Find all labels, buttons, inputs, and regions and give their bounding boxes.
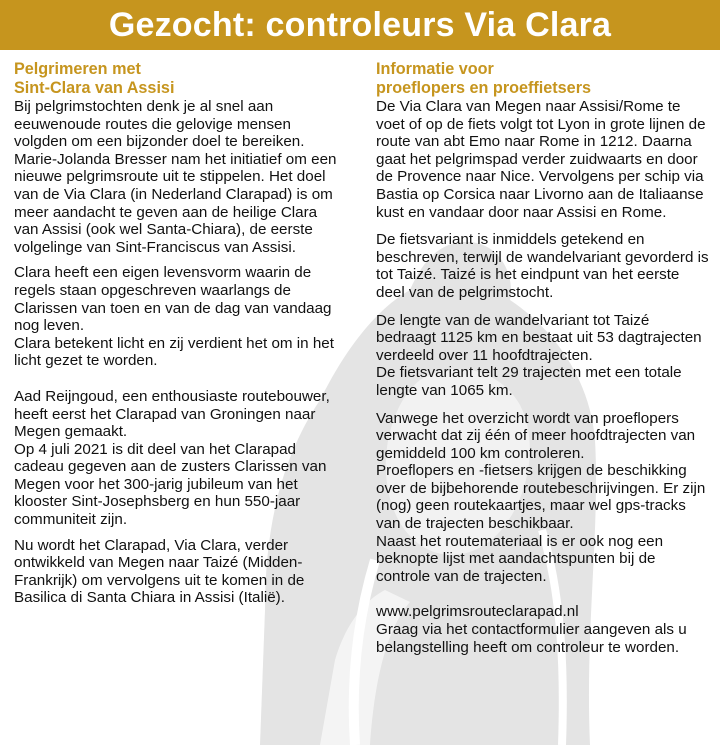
right-paragraph-9: Graag via het contactformulier aangeven als u belangstelling heeft om controleur te worden.	[376, 621, 687, 656]
right-heading	[376, 60, 711, 98]
left-paragraph-2: Clara heeft een eigen levensvorm waarin de regels staan opgeschreven waarlangs de Clarissen van toen en van de dag van vandaag nog leven.	[14, 264, 332, 335]
right-paragraph-2: De fietsvariant is inmiddels getekend en beschreven, terwijl de wandelvariant gevorderd is tot Taizé. Taizé is het eindpunt van het eerste deel van de pelgrimstocht.	[376, 231, 709, 301]
left-heading-line-2: Sint-Clara van Assisi	[14, 79, 175, 97]
left-column	[14, 60, 344, 607]
left-paragraph-6: Nu wordt het Clarapad, Via Clara, verder ontwikkeld van Megen naar Taizé (Midden-Frankrijk) om vervolgens uit te komen in de Basilica di Santa Chiara in Assisi (Italië).	[14, 536, 305, 607]
left-paragraph-4: Aad Reijngoud, een enthousiaste routebouwer, heeft eerst het Clarapad van Groningen naar Megen gemaakt.	[14, 387, 330, 441]
website-link[interactable]: www.pelgrimsrouteclarapad.nl	[376, 603, 579, 621]
right-paragraph-5: Vanwege het overzicht wordt van proeflopers verwacht dat zij één of meer hoofdtrajecten van gemiddeld 100 km controleren.	[376, 409, 696, 462]
left-paragraph-3: Clara betekent licht en zij verdient het om in het licht gezet te worden.	[14, 334, 334, 370]
right-paragraph-6: Proeflopers en -fietsers krijgen de beschikking over de bijbehorende routebeschrijvingen. Er zijn (nog) geen routekaartjes, maar wel gps-tracks van de trajecten beschikbaar.	[376, 462, 706, 533]
left-heading-line-1: Pelgrimeren met	[14, 60, 141, 78]
right-heading-line-1: Informatie voor	[376, 60, 494, 78]
right-heading-line-2: proeflopers en proeffietsers	[376, 79, 591, 97]
left-paragraph-1: Bij pelgrimstochten denk je al snel aan eeuwenoude routes die gelovige mensen volgden om een bijzonder doel te bereiken. Marie-Jolanda Bresser nam het initiatief om een nieuwe pelgrimsroute uit te stippelen. Het doel van de Via Clara (in Nederland Clarapad) is om meer aandacht te geven aan de heilige Clara van Assisi (ook wel Santa-Chiara), de eerste volgelinge van Sint-Franciscus van Assisi.	[14, 98, 337, 256]
right-paragraph-3: De lengte van de wandelvariant tot Taizé bedraagt 1125 km en bestaat uit 53 dagtrajecten verdeeld over 11 hoofdtrajecten.	[376, 311, 702, 364]
banner-title: Gezocht: controleurs Via Clara	[0, 0, 720, 50]
left-paragraph-5: Op 4 juli 2021 is dit deel van het Clarapad cadeau gegeven aan de zusters Clarissen van Megen voor het 300-jarig jubileum van het klooster Sint-Josephsberg en hun 550-jaar communiteit zijn.	[14, 440, 327, 529]
left-heading	[14, 60, 344, 98]
right-paragraph-4: De fietsvariant telt 29 trajecten met een totale lengte van 1065 km.	[376, 364, 682, 399]
right-paragraph-7: Naast het routemateriaal is er ook nog een beknopte lijst met aandachtspunten bij de controle van de trajecten.	[376, 532, 664, 585]
right-column	[376, 60, 711, 656]
right-paragraph-1: De Via Clara van Megen naar Assisi/Rome te voet of op de fiets volgt tot Lyon in grote lijnen de route van abt Emo naar Rome in 1212. Daarna gaat het pelgrimspad verder zuidwaarts en door de Provence naar Nice. Vervolgens per schip via Bastia op Corsica naar Livorno aan de Italiaanse kust en vandaar door naar Assisi en Rome.	[376, 98, 706, 221]
